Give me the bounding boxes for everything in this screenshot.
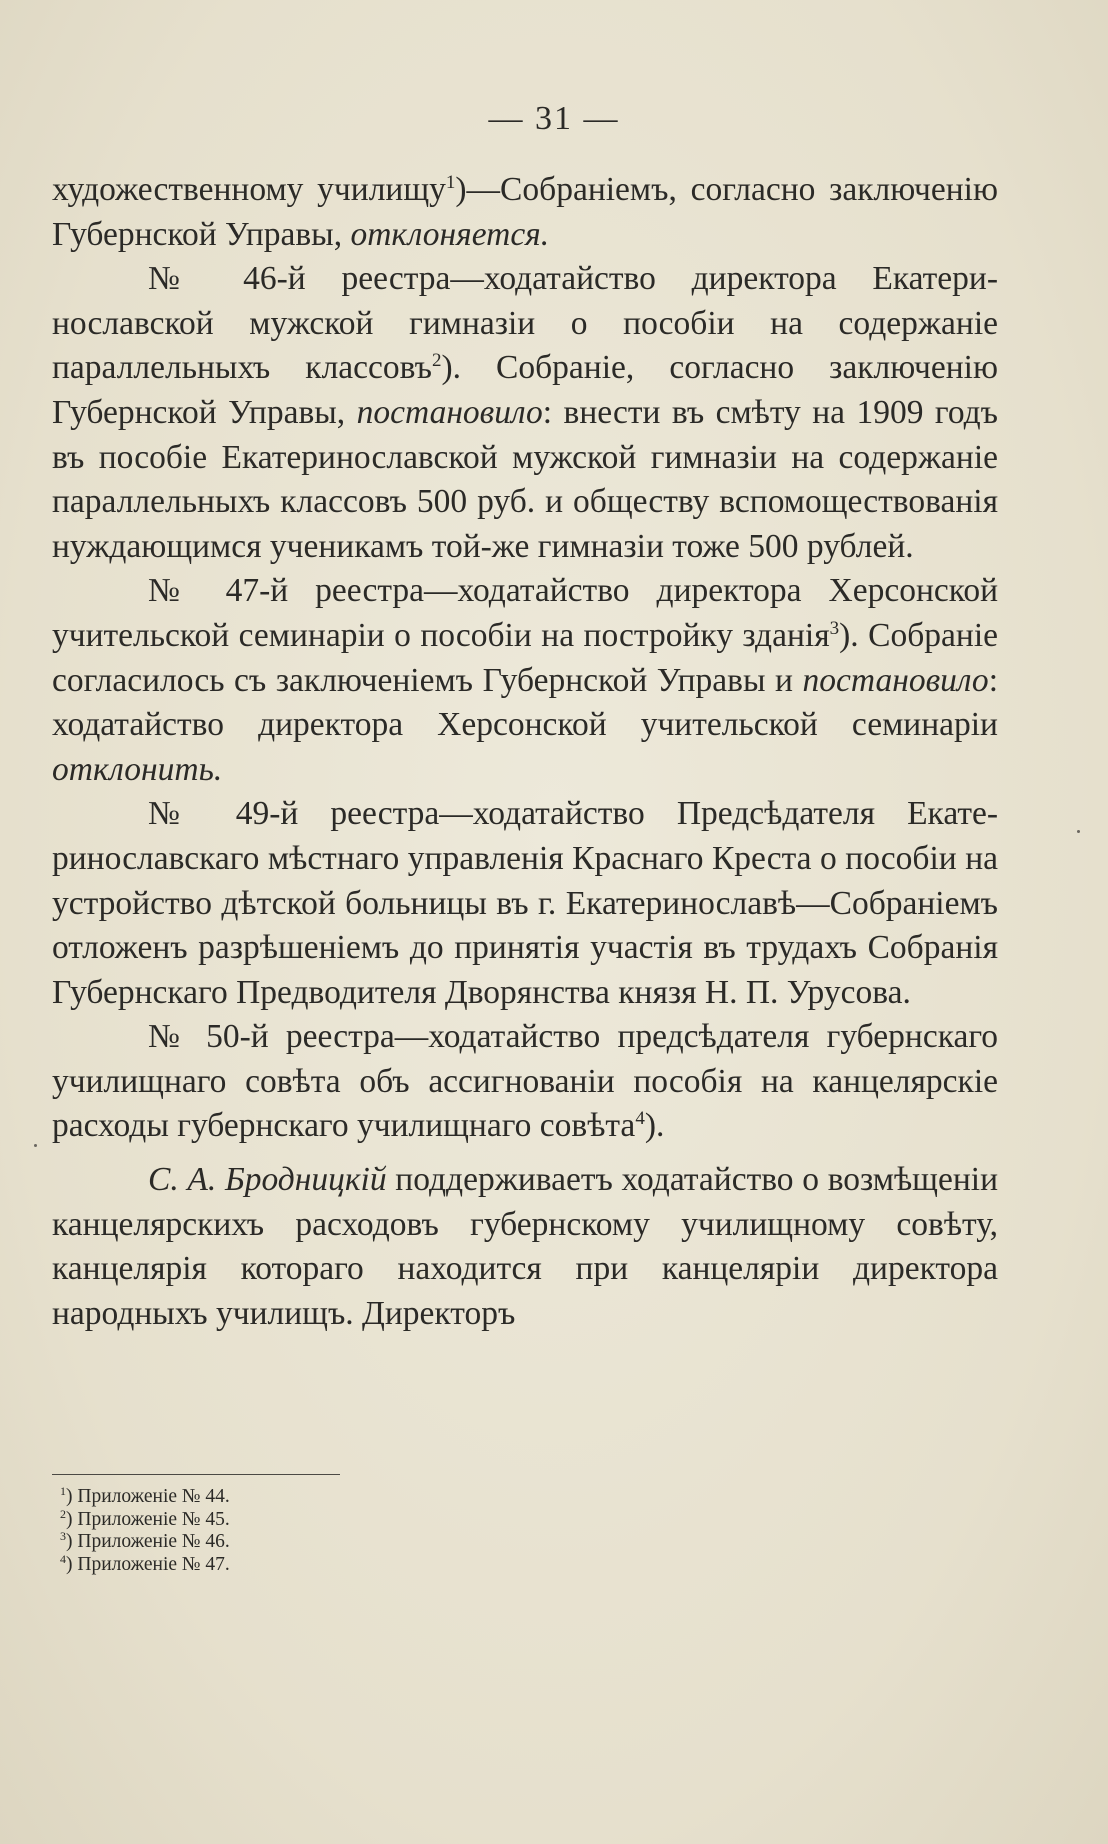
paragraph-6 <box>52 1158 998 1336</box>
text-run: )—Собраніемъ, согласно заключенію Губернской Управы, <box>52 171 998 253</box>
footnote-2 <box>60 1506 660 1532</box>
footnote-text: ) Приложеніе № 47. <box>66 1553 230 1575</box>
text-run-italic: отклонить. <box>52 750 223 788</box>
text-run: поддерживаетъ ходатайство о возмѣщеніи канцелярскихъ расходовъ губернскому училищному совѣту, канцелярія котораго находится при канцеляріи директора народныхъ училищъ. Директоръ <box>52 1161 999 1332</box>
footnotes <box>60 1486 660 1576</box>
footnote-4 <box>60 1551 660 1577</box>
footnote-3 <box>60 1531 660 1554</box>
footnote-mark: 2 <box>60 1506 66 1521</box>
paper-speck <box>1077 830 1080 833</box>
text-run: : внести въ смѣту на 1909 годъ въ пособіе Екатеринославской мужской гимназіи на содержаніе параллельныхъ классовъ 500 руб. и обществу вспомоществованія нуждающимся ученикамъ той-же гимназіи тоже 500 рублей. <box>52 393 998 565</box>
footnote-text: ) Приложеніе № 44. <box>66 1486 230 1507</box>
paper-speck <box>34 1144 37 1147</box>
footnote-1 <box>60 1486 660 1509</box>
text-run: ). Собраніе согласилось съ заключеніемъ Губернской Управы и <box>52 616 998 699</box>
footnote-text: ) Приложеніе № 46. <box>66 1531 230 1552</box>
text-run: : ходатайство директора Херсонской учительской семинаріи <box>52 661 998 744</box>
text-run: № 49-й реестра—ходатайство Предсѣдателя Екатеринославскаго мѣстнаго управленія Краснаго Креста о пособіи на устройство дѣтской больницы въ г. Екатеринославѣ—Собраніемъ отложенъ разрѣшеніемъ до принятія участія въ трудахъ Собранія Губернскаго Предводителя Дворянства князя Н. П. Урусова. <box>52 795 998 1011</box>
main-text <box>52 168 998 1336</box>
paragraph-5 <box>52 1015 998 1149</box>
paragraph-2 <box>52 257 998 569</box>
text-run: № 46-й реестра—ходатайство директора Екатеринославской мужской гимназіи о пособіи на содержаніе параллельныхъ классовъ <box>52 260 998 387</box>
footnote-mark: 4 <box>60 1551 66 1566</box>
page-number: — 31 — <box>488 100 620 137</box>
text-run: художественному училищу <box>52 171 446 208</box>
footnote-mark: 3 <box>60 1529 66 1543</box>
paragraph-4 <box>52 792 998 1015</box>
footnote-ref-2: 2 <box>431 350 442 372</box>
text-run-italic: постановило <box>356 393 543 431</box>
text-run: ). Собраніе, согласно заключенію Губернской Управы, <box>52 349 998 431</box>
text-run-italic: постановило <box>802 661 989 699</box>
footnote-ref-4: 4 <box>635 1108 645 1130</box>
text-run: № 47-й реестра—ходатайство директора Херсонской учительской семинаріи о пособіи на постройку зданія <box>52 572 998 654</box>
footnote-divider <box>52 1474 340 1475</box>
text-run: ). <box>644 1107 665 1145</box>
text-run-italic: отклоняется. <box>350 215 550 253</box>
text-run: № 50-й реестра—ходатайство предсѣдателя губернскаго училищнаго совѣта объ ассигнованіи пособія на канцелярскіе расходы губернскаго училищнаго совѣта <box>52 1018 998 1145</box>
paragraph-1 <box>52 168 998 257</box>
footnote-text: ) Приложеніе № 45. <box>66 1508 230 1530</box>
paragraph-3 <box>52 569 998 792</box>
text-run-italic: С. А. Бродницкій <box>148 1161 387 1199</box>
footnote-ref-3: 3 <box>829 617 840 639</box>
footnote-ref-1: 1 <box>445 172 456 193</box>
footnote-mark: 1 <box>60 1484 66 1498</box>
